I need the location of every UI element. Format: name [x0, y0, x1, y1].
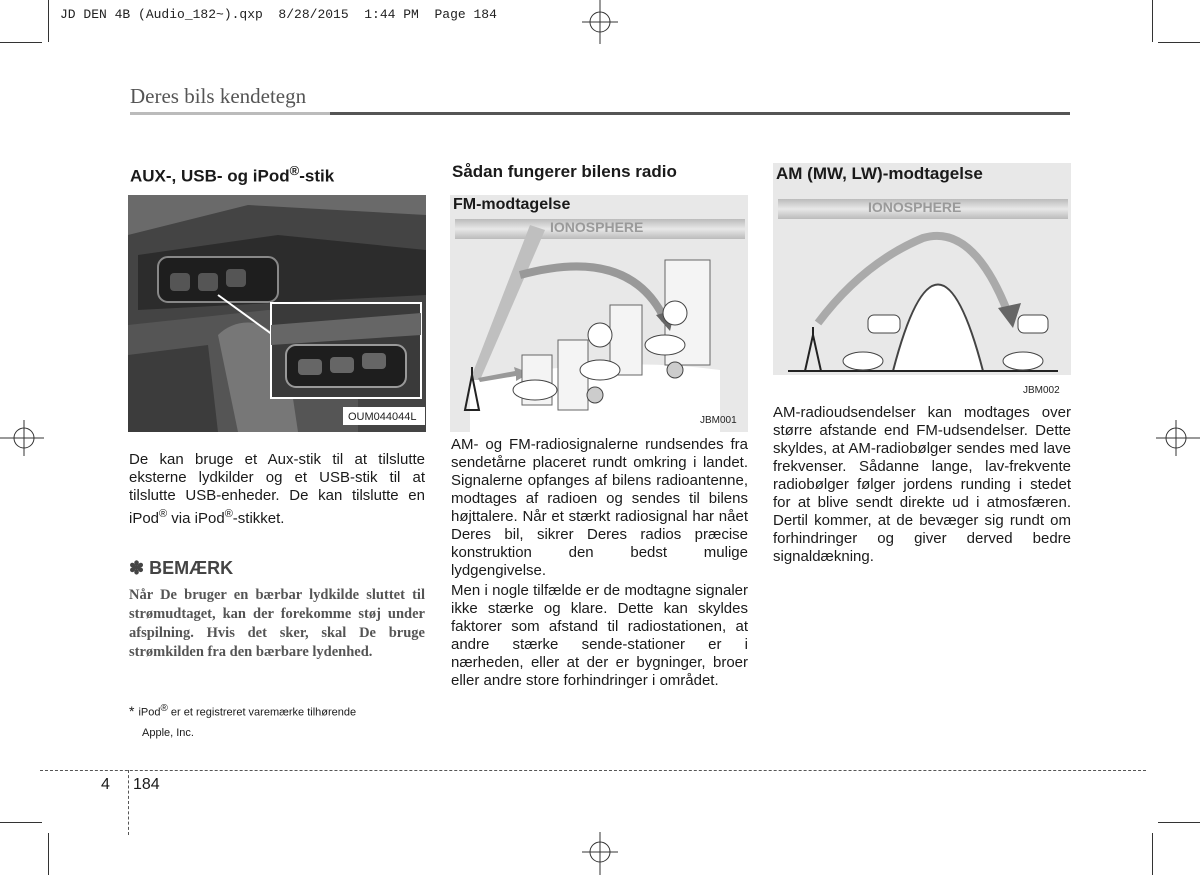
- left-heading: [130, 163, 430, 187]
- crop-mark: [0, 822, 42, 823]
- header-rule: [330, 112, 1070, 115]
- header-rule-light: [130, 112, 330, 115]
- am-paragraph: AM-radioudsendelser kan modtages over større afstande end FM-udsendelser. Dette skyldes, at AM-radiobølger sendes med lave frekvenser. Sådanne lange, lav-frekvente radiobølger følger jordens runding i stedet for at blive sendt direkte ud i atmosfæren. Dertil kommer, at de bevæger sig rundt om forhindringer og giver derved bedre signaldækning.: [773, 404, 1071, 565]
- crop-mark: [48, 833, 49, 875]
- fm-image-code: JBM001: [700, 415, 737, 426]
- registration-mark-bottom: [580, 832, 620, 875]
- am-ionosphere-label: IONOSPHERE: [868, 199, 962, 215]
- section-title: Deres bils kendetegn: [130, 84, 307, 108]
- crop-mark: [1158, 822, 1200, 823]
- fm-subheading: FM-modtagelse: [453, 196, 571, 213]
- registration-mark-left: [0, 418, 44, 458]
- crop-mark: [48, 0, 49, 42]
- aux-paragraph: De kan bruge et Aux-stik til at tilslutte eksterne lydkilder og et USB-stik til at tilslutte USB-enheder. De kan tilslutte en iPod® via iPod®-stikket.: [129, 451, 425, 527]
- am-heading: AM (MW, LW)-modtagelse: [776, 164, 983, 183]
- page-number: 184: [133, 776, 160, 793]
- footnote: * iPod® er et registreret varemærke tilhørende Apple, Inc.: [129, 699, 425, 743]
- crop-mark: [1152, 0, 1153, 42]
- fm-ionosphere-label: IONOSPHERE: [550, 219, 644, 235]
- footer-divider: [128, 770, 129, 835]
- crop-mark: [1158, 42, 1200, 43]
- am-image-code: JBM002: [1023, 385, 1060, 396]
- console-illustration: [128, 195, 426, 432]
- am-figure: [773, 163, 1071, 400]
- footnote-star: *: [129, 702, 135, 719]
- radio-paragraph-1: AM- og FM-radiosignalerne rundsendes fra sendetårne placeret rundt omkring i landet. Signalerne opfanges af bilens radioantenne, modtages af radioen og sendes til bilens højttalere. Når et stærkt radiosignal har nået Deres bil, sikrer Deres radios præcise konstruktion den bedst mulige lydgengivelse.: [451, 436, 748, 579]
- crop-mark: [1152, 833, 1153, 875]
- fm-figure: [450, 195, 748, 432]
- note-body: Når De bruger en bærbar lydkilde sluttet til strømudtaget, kan der forekomme støj under afspilning. Hvis det sker, skal De bruge strømkilden fra den bærbare lydenhed.: [129, 587, 425, 660]
- print-slug: JD DEN 4B (Audio_182~).qxp 8/28/2015 1:44 PM Page 184: [60, 7, 497, 22]
- chapter-number: 4: [101, 776, 110, 793]
- console-photo: [128, 195, 426, 432]
- radio-paragraph-2: Men i nogle tilfælde er de modtagne signaler ikke stærke og klare. Dette kan skyldes faktorer som afstand til radiostationen, at andre stærke sende-stationer er i nærheden, eller at der er bygninger, broer eller andre store forhindringer i området.: [451, 582, 748, 689]
- radio-heading: Sådan fungerer bilens radio: [452, 162, 677, 181]
- crop-mark: [0, 42, 42, 43]
- footnote-line2: Apple, Inc.: [142, 726, 194, 739]
- registration-mark-right: [1156, 418, 1200, 458]
- footer-rule: [40, 770, 1146, 771]
- console-image-code: OUM044044L: [348, 411, 417, 423]
- aux-usb-ipod-heading: AUX-, USB- og iPod®-stik: [130, 163, 335, 186]
- note-title: ✽ BEMÆRK: [129, 558, 234, 578]
- registration-mark-top: [580, 0, 620, 44]
